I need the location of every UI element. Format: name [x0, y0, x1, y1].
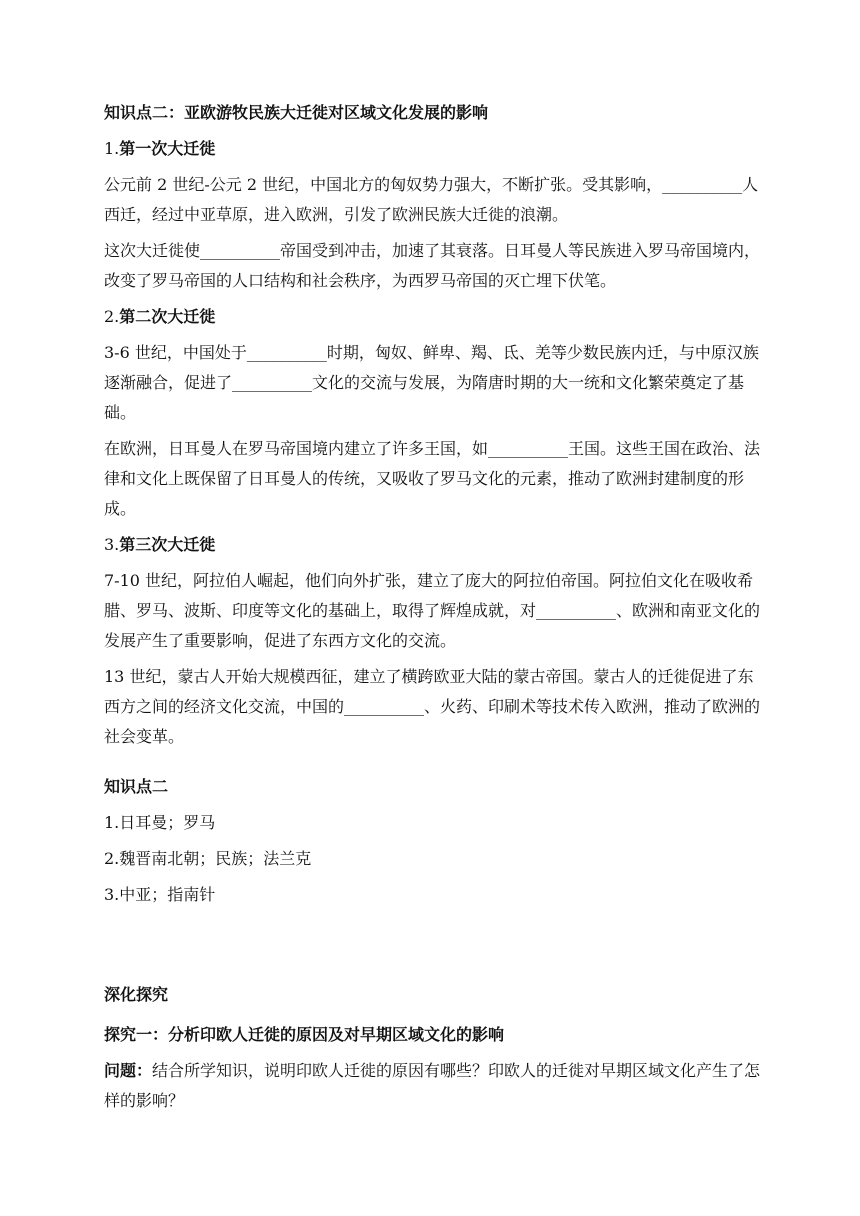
inquiry-subheading: 探究一：分析印欧人迁徙的原因及对早期区域文化的影响 [104, 1025, 505, 1044]
text: 7-10 世纪，阿拉伯人崛起，他们向外扩张，建立了庞大的阿拉伯帝国。阿拉伯文化在吸收希腊、罗马、波斯、印度等文化的基础上，取得了辉煌成就，对 [104, 571, 754, 620]
text: 3-6 世纪，中国处于 [104, 343, 247, 362]
paragraph [104, 236, 764, 296]
subsection-title-2 [104, 302, 764, 332]
subsection-number: 3. [104, 535, 120, 554]
answer-item-2: 2.魏晋南北朝；民族；法兰克 [104, 849, 312, 868]
text: 人西迁，经过中亚草原，进入欧洲，引发了欧洲民族大迁徙的浪潮。 [104, 175, 759, 224]
question-label: 问题： [104, 1061, 153, 1080]
subsection-number: 1. [104, 139, 120, 158]
text: 王国。这些王国在政治、法律和文化上既保留了日耳曼人的传统，又吸收了罗马文化的元素，推动了欧洲封建制度的形成。 [104, 439, 761, 518]
fill-blank: __________ [662, 175, 743, 194]
section-heading: 知识点二：亚欧游牧民族大迁徙对区域文化发展的影响 [104, 103, 489, 122]
question-paragraph [104, 1056, 764, 1116]
fill-blank: __________ [246, 343, 327, 362]
answer-heading: 知识点二 [104, 777, 169, 796]
fill-blank: __________ [344, 697, 425, 716]
subsection-title-1 [104, 134, 764, 164]
paragraph [104, 434, 764, 524]
text: 帝国受到冲击，加速了其衰落。日耳曼人等民族进入罗马帝国境内，改变了罗马帝国的人口结构和社会秩序，为西罗马帝国的灭亡埋下伏笔。 [104, 241, 761, 290]
text: 在欧洲，日耳曼人在罗马帝国境内建立了许多王国，如 [104, 439, 489, 458]
paragraph [104, 566, 764, 656]
text: 、火药、印刷术等技术传入欧洲，推动了欧洲的社会变革。 [104, 697, 761, 746]
fill-blank: __________ [232, 373, 313, 392]
subsection-title-3 [104, 530, 764, 560]
text: 13 世纪，蒙古人开始大规模西征，建立了横跨欧亚大陆的蒙古帝国。蒙古人的迁徙促进了东西方之间的经济文化交流，中国的 [104, 667, 754, 716]
paragraph [104, 338, 764, 428]
answer-item-3: 3.中亚；指南针 [104, 885, 216, 904]
fill-blank: __________ [200, 241, 281, 260]
answer-item-1: 1.日耳曼；罗马 [104, 813, 216, 832]
paragraph [104, 170, 764, 230]
text: 时期，匈奴、鲜卑、羯、氐、羌等少数民族内迁，与中原汉族逐渐融合，促进了 [104, 343, 759, 392]
subsection-title-text: 第二次大迁徙 [119, 307, 216, 326]
text: 公元前 2 世纪-公元 2 世纪，中国北方的匈奴势力强大，不断扩张。受其影响， [104, 175, 663, 194]
text: 文化的交流与发展，为隋唐时期的大一统和文化繁荣奠定了基础。 [104, 373, 745, 422]
paragraph [104, 662, 764, 752]
subsection-number: 2. [104, 307, 120, 326]
inquiry-heading: 深化探究 [104, 985, 169, 1004]
question-text: 结合所学知识，说明印欧人迁徙的原因有哪些？印欧人的迁徙对早期区域文化产生了怎样的影响？ [104, 1061, 761, 1110]
text: 这次大迁徙使 [104, 241, 201, 260]
fill-blank: __________ [488, 439, 569, 458]
subsection-title-text: 第一次大迁徙 [119, 139, 216, 158]
text: 、欧洲和南亚文化的发展产生了重要影响，促进了东西方文化的交流。 [104, 601, 761, 650]
fill-blank: __________ [536, 601, 617, 620]
document-page [104, 98, 764, 1116]
subsection-title-text: 第三次大迁徙 [119, 535, 216, 554]
